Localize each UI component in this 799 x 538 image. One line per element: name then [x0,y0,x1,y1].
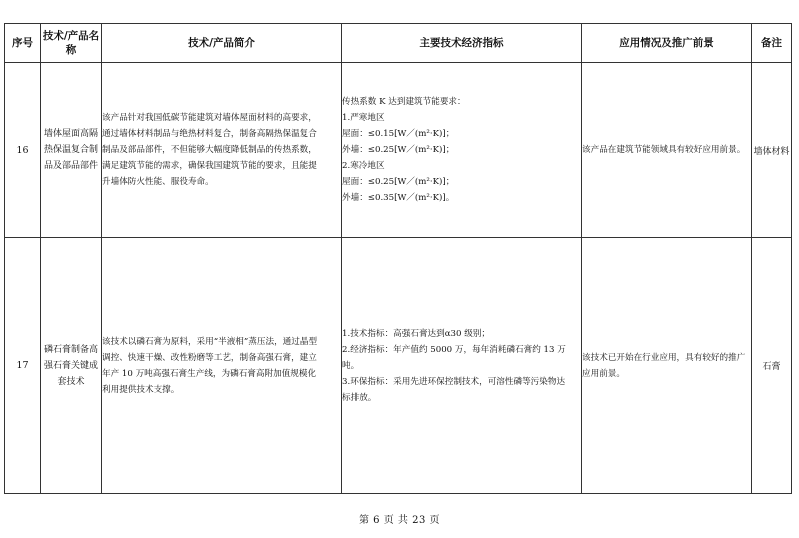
row-name: 磷石膏制备高强石膏关键成套技术 [41,238,102,494]
header-name: 技术/产品名称 [41,24,102,63]
row-application: 该技术已开始在行业应用，具有较好的推广应用前景。 [582,238,752,494]
row-description: 该产品针对我国低碳节能建筑对墙体屋面材料的高要求， 通过墙体材料制品与绝热材料复合，制备高隔热保温复合 制品及部品部件，不但能够大幅度降低制品的传热系数， 满足建筑节能的需求，确保我国建筑节能的要求，且能提 升墙体防火性能、服役寿命。 [102,63,342,238]
header-description: 技术/产品简介 [102,24,342,63]
header-indicators: 主要技术经济指标 [342,24,582,63]
row-remarks: 墙体材料 [752,63,792,238]
row-remarks: 石膏 [752,238,792,494]
table-header-row [5,24,792,63]
row-description: 该技术以磷石膏为原料，采用“半液相”蒸压法，通过晶型 调控、快速干燥、改性粉磨等工艺，制备高强石膏，建立 年产 10 万吨高强石膏生产线，为磷石膏高附加值规模化 利用提供技术支撑。 [102,238,342,494]
page-number: 第 6 页 共 23 页 [359,515,440,526]
header-index: 序号 [5,24,41,63]
table-row [5,238,792,494]
row-indicators: 1.技术指标：高强石膏达到α30 级别； 2.经济指标：年产值约 5000 万，每年消耗磷石膏约 13 万吨。 3.环保指标：采用先进环保控制技术，可溶性磷等污染物达 标排放。 [342,238,582,494]
row-application: 该产品在建筑节能领域具有较好应用前景。 [582,63,752,238]
table-row [5,63,792,238]
row-indicators: 传热系数 K 达到建筑节能要求： 1.严寒地区 屋面：≤0.15[W／(m²·K)]； 外墙：≤0.25[W／(m²·K)]； 2.寒冷地区 屋面：≤0.25[W／(m²·K)]； 外墙：≤0.35[W／(m²·K)]。 [342,63,582,238]
row-index: 16 [5,63,41,238]
header-application: 应用情况及推广前景 [582,24,752,63]
row-name: 墙体屋面高隔热保温复合制品及部品部件 [41,63,102,238]
technology-catalog-table [4,23,792,494]
row-index: 17 [5,238,41,494]
header-remarks: 备注 [752,24,792,63]
